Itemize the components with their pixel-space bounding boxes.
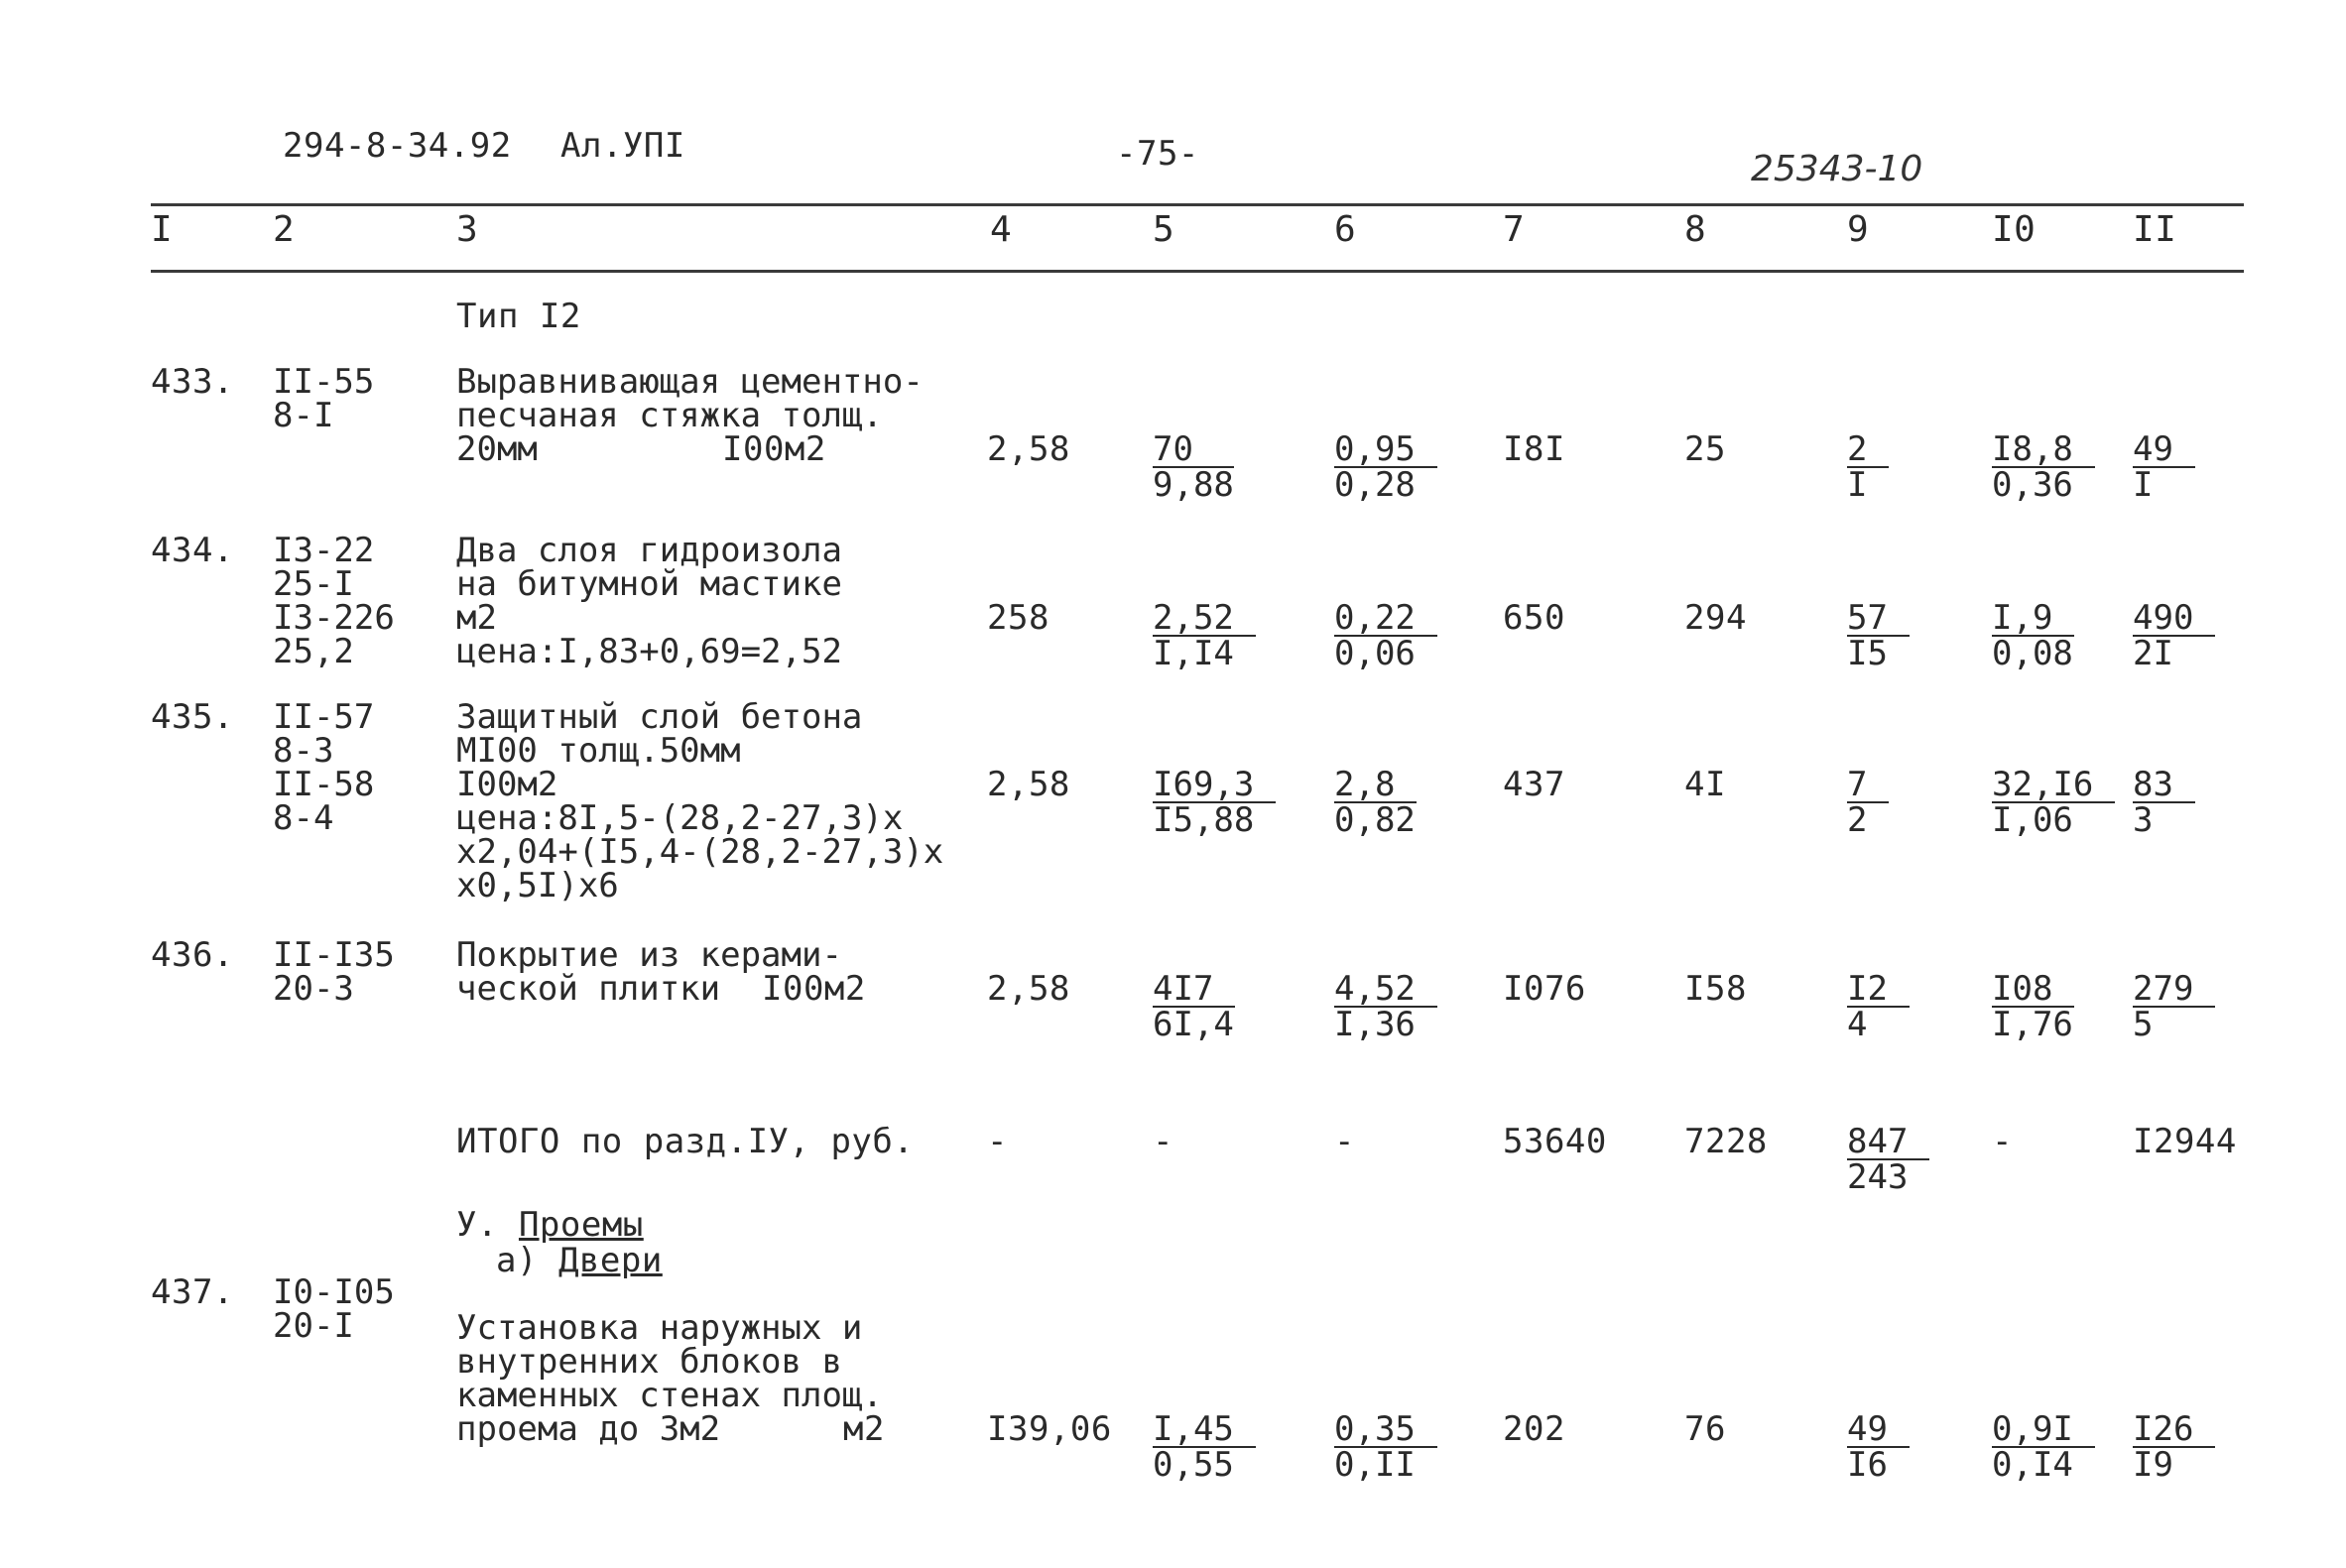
fraction-numerator: 279 bbox=[2133, 972, 2215, 1008]
fraction-denominator: I,I4 bbox=[1153, 634, 1234, 673]
section2-heading bbox=[456, 1205, 644, 1245]
col5-fraction bbox=[1153, 969, 1235, 1044]
col9-fraction bbox=[1847, 429, 1889, 505]
fraction-denominator: 9,88 bbox=[1153, 465, 1234, 505]
description-line: проема до 3м2 bbox=[456, 1409, 721, 1449]
fraction-denominator: 6I,4 bbox=[1153, 1005, 1234, 1044]
description-line: Два слоя гидроизола bbox=[456, 531, 842, 570]
code-line: II-55 bbox=[273, 362, 375, 402]
total-col4: - bbox=[987, 1122, 1008, 1161]
col6-fraction bbox=[1334, 969, 1437, 1044]
col7-value: I076 bbox=[1503, 969, 1586, 1009]
description-line: каменных стенах площ. bbox=[456, 1376, 883, 1415]
section2-sub-prefix: а) bbox=[496, 1241, 538, 1280]
fraction-numerator: 49 bbox=[2133, 432, 2195, 468]
fraction-denominator: 0,II bbox=[1334, 1445, 1416, 1485]
quantity-cell: I39,06 bbox=[987, 1409, 1112, 1449]
fraction-denominator: 0,I4 bbox=[1992, 1445, 2073, 1485]
col-header-3: 3 bbox=[456, 209, 479, 250]
fraction-numerator: I,9 bbox=[1992, 601, 2074, 637]
col9-fraction bbox=[1847, 765, 1889, 840]
fraction-denominator: 0,06 bbox=[1334, 634, 1416, 673]
fraction-numerator: 847 bbox=[1847, 1125, 1929, 1160]
col7-value: 650 bbox=[1503, 598, 1565, 638]
code-line: II-57 bbox=[273, 697, 375, 737]
code-cell bbox=[273, 935, 395, 1009]
total-col5: - bbox=[1153, 1122, 1173, 1161]
fraction-numerator: 4I7 bbox=[1153, 972, 1235, 1008]
fraction-numerator: I69,3 bbox=[1153, 768, 1276, 803]
description-cell bbox=[456, 362, 924, 469]
code-line: II-I35 bbox=[273, 935, 395, 975]
fraction-numerator: 490 bbox=[2133, 601, 2215, 637]
col9-fraction bbox=[1847, 598, 1910, 673]
fraction-numerator: I2 bbox=[1847, 972, 1910, 1008]
unit-cell: м2 bbox=[843, 1409, 885, 1449]
code-line: II-58 bbox=[273, 765, 375, 804]
col5-fraction bbox=[1153, 765, 1276, 840]
description-line: внутренних блоков в bbox=[456, 1342, 842, 1382]
quantity-cell: 258 bbox=[987, 598, 1050, 638]
description-line: на битумной мастике bbox=[456, 564, 842, 604]
col-header-5: 5 bbox=[1153, 209, 1175, 250]
fraction-denominator: 243 bbox=[1847, 1157, 1909, 1197]
description-line: м2 bbox=[456, 598, 497, 638]
fraction-denominator: 5 bbox=[2133, 1005, 2154, 1044]
fraction-denominator: 0,55 bbox=[1153, 1445, 1234, 1485]
col7-value: 437 bbox=[1503, 765, 1565, 804]
col10-fraction bbox=[1992, 429, 2095, 505]
fraction-numerator: 4,52 bbox=[1334, 972, 1437, 1008]
description-cell bbox=[456, 531, 842, 671]
description-line: х0,5I)х6 bbox=[456, 866, 619, 905]
col11-fraction bbox=[2133, 598, 2215, 673]
col7-value: 202 bbox=[1503, 1409, 1565, 1449]
unit-cell: I00м2 bbox=[722, 429, 826, 469]
fraction-denominator: I5,88 bbox=[1153, 800, 1255, 840]
col5-fraction bbox=[1153, 598, 1256, 673]
description-cell bbox=[456, 1308, 885, 1449]
col11-fraction bbox=[2133, 765, 2195, 840]
col8-value: 294 bbox=[1684, 598, 1747, 638]
col-header-9: 9 bbox=[1847, 209, 1870, 250]
col8-value: 4I bbox=[1684, 765, 1726, 804]
total-col7: 53640 bbox=[1503, 1122, 1607, 1161]
quantity-cell: 2,58 bbox=[987, 969, 1070, 1009]
code-line: 8-I bbox=[273, 396, 334, 435]
row-number: 436. bbox=[151, 935, 234, 975]
description-line: 20мм bbox=[456, 429, 538, 469]
col6-fraction bbox=[1334, 598, 1437, 673]
col9-fraction bbox=[1847, 1409, 1910, 1485]
fraction-denominator: 0,82 bbox=[1334, 800, 1416, 840]
col-header-7: 7 bbox=[1503, 209, 1526, 250]
col11-fraction bbox=[2133, 429, 2195, 505]
fraction-denominator: I,36 bbox=[1334, 1005, 1416, 1044]
fraction-numerator: 49 bbox=[1847, 1412, 1910, 1448]
row-number: 435. bbox=[151, 697, 234, 737]
code-cell bbox=[273, 531, 395, 671]
fraction-numerator: I26 bbox=[2133, 1412, 2215, 1448]
col6-fraction bbox=[1334, 765, 1417, 840]
page-number: -75- bbox=[1116, 134, 1199, 174]
fraction-denominator: 2I bbox=[2133, 634, 2173, 673]
col5-fraction bbox=[1153, 1409, 1256, 1485]
code-cell bbox=[273, 1272, 395, 1346]
col8-value: I58 bbox=[1684, 969, 1747, 1009]
description-cell bbox=[456, 697, 944, 905]
fraction-numerator: 0,95 bbox=[1334, 432, 1437, 468]
quantity-cell: 2,58 bbox=[987, 429, 1070, 469]
col8-value: 76 bbox=[1684, 1409, 1726, 1449]
fraction-denominator: I9 bbox=[2133, 1445, 2173, 1485]
total-col8: 7228 bbox=[1684, 1122, 1768, 1161]
fraction-denominator: 2 bbox=[1847, 800, 1868, 840]
fraction-numerator: I08 bbox=[1992, 972, 2074, 1008]
total-col6: - bbox=[1334, 1122, 1355, 1161]
fraction-numerator: 0,22 bbox=[1334, 601, 1437, 637]
code-line: I0-I05 bbox=[273, 1272, 395, 1312]
fraction-numerator: I8,8 bbox=[1992, 432, 2095, 468]
code-line: 20-3 bbox=[273, 969, 354, 1009]
col-header-8: 8 bbox=[1684, 209, 1707, 250]
fraction-numerator: 2,8 bbox=[1334, 768, 1417, 803]
col10-fraction bbox=[1992, 765, 2115, 840]
col-header-1: I bbox=[151, 209, 174, 250]
section2-title: Проемы bbox=[518, 1205, 644, 1245]
total-col11: I2944 bbox=[2133, 1122, 2237, 1161]
col11-fraction bbox=[2133, 1409, 2215, 1485]
fraction-denominator: 0,08 bbox=[1992, 634, 2073, 673]
fraction-denominator: 4 bbox=[1847, 1005, 1868, 1044]
fraction-numerator: I,45 bbox=[1153, 1412, 1256, 1448]
quantity-cell: 2,58 bbox=[987, 765, 1070, 804]
fraction-numerator: 0,35 bbox=[1334, 1412, 1437, 1448]
description-line: песчаная стяжка толщ. bbox=[456, 396, 883, 435]
col-header-11: II bbox=[2133, 209, 2177, 250]
col8-value: 25 bbox=[1684, 429, 1726, 469]
section2-prefix: У. bbox=[456, 1205, 498, 1245]
fraction-denominator: I bbox=[2133, 465, 2154, 505]
col-header-10: I0 bbox=[1992, 209, 2037, 250]
section2-subtitle: Двери bbox=[557, 1241, 663, 1280]
total-col9-fraction bbox=[1847, 1122, 1929, 1197]
code-line: I3-22 bbox=[273, 531, 375, 570]
code-line: I3-226 bbox=[273, 598, 395, 638]
row-number: 434. bbox=[151, 531, 234, 570]
col-header-6: 6 bbox=[1334, 209, 1357, 250]
header-top-rule bbox=[151, 203, 2244, 206]
code-line: 20-I bbox=[273, 1306, 354, 1346]
col6-fraction bbox=[1334, 1409, 1437, 1485]
document-code: 294-8-34.92 bbox=[283, 126, 512, 166]
description-line: Установка наружных и bbox=[456, 1308, 863, 1348]
fraction-numerator: 57 bbox=[1847, 601, 1910, 637]
description-line: цена:8I,5-(28,2-27,3)х bbox=[456, 798, 904, 838]
fraction-denominator: I6 bbox=[1847, 1445, 1888, 1485]
fraction-denominator: I,06 bbox=[1992, 800, 2073, 840]
fraction-denominator: I5 bbox=[1847, 634, 1888, 673]
description-line: МI00 толщ.50мм bbox=[456, 731, 741, 771]
col6-fraction bbox=[1334, 429, 1437, 505]
col9-fraction bbox=[1847, 969, 1910, 1044]
code-line: 8-4 bbox=[273, 798, 334, 838]
unit-cell: I00м2 bbox=[762, 969, 866, 1009]
total-label: ИТОГО по разд.IУ, руб. bbox=[456, 1122, 915, 1161]
album-label: Ал.УПI bbox=[560, 126, 685, 166]
description-line: х2,04+(I5,4-(28,2-27,3)х bbox=[456, 832, 944, 872]
row-number: 433. bbox=[151, 362, 234, 402]
description-line: ческой плитки bbox=[456, 969, 721, 1009]
fraction-numerator: 32,I6 bbox=[1992, 768, 2115, 803]
code-cell bbox=[273, 697, 375, 838]
fraction-numerator: 2,52 bbox=[1153, 601, 1256, 637]
header-bottom-rule bbox=[151, 270, 2244, 273]
code-line: 25,2 bbox=[273, 632, 354, 671]
col-header-4: 4 bbox=[990, 209, 1013, 250]
fraction-denominator: I bbox=[1847, 465, 1868, 505]
section2-subheading bbox=[496, 1241, 663, 1280]
fraction-denominator: I,76 bbox=[1992, 1005, 2073, 1044]
col10-fraction bbox=[1992, 1409, 2095, 1485]
description-line: Выравнивающая цементно- bbox=[456, 362, 924, 402]
section-title: Тип I2 bbox=[456, 297, 581, 336]
fraction-denominator: 0,28 bbox=[1334, 465, 1416, 505]
fraction-denominator: 0,36 bbox=[1992, 465, 2073, 505]
code-line: 8-3 bbox=[273, 731, 334, 771]
description-line: Защитный слой бетона bbox=[456, 697, 863, 737]
row-number: 437. bbox=[151, 1272, 234, 1312]
col10-fraction bbox=[1992, 598, 2074, 673]
description-line: Покрытие из керами- bbox=[456, 935, 842, 975]
col-header-2: 2 bbox=[273, 209, 296, 250]
fraction-numerator: 2 bbox=[1847, 432, 1889, 468]
col7-value: I8I bbox=[1503, 429, 1565, 469]
description-line: цена:I,83+0,69=2,52 bbox=[456, 632, 842, 671]
description-line: I00м2 bbox=[456, 765, 558, 804]
fraction-numerator: 70 bbox=[1153, 432, 1234, 468]
doc-number-handwritten: 25343-10 bbox=[1751, 149, 1923, 189]
col5-fraction bbox=[1153, 429, 1234, 505]
code-line: 25-I bbox=[273, 564, 354, 604]
fraction-denominator: 3 bbox=[2133, 800, 2154, 840]
fraction-numerator: 83 bbox=[2133, 768, 2195, 803]
total-col10: - bbox=[1992, 1122, 2013, 1161]
col11-fraction bbox=[2133, 969, 2215, 1044]
col10-fraction bbox=[1992, 969, 2074, 1044]
code-cell bbox=[273, 362, 375, 435]
fraction-numerator: 0,9I bbox=[1992, 1412, 2095, 1448]
fraction-numerator: 7 bbox=[1847, 768, 1889, 803]
